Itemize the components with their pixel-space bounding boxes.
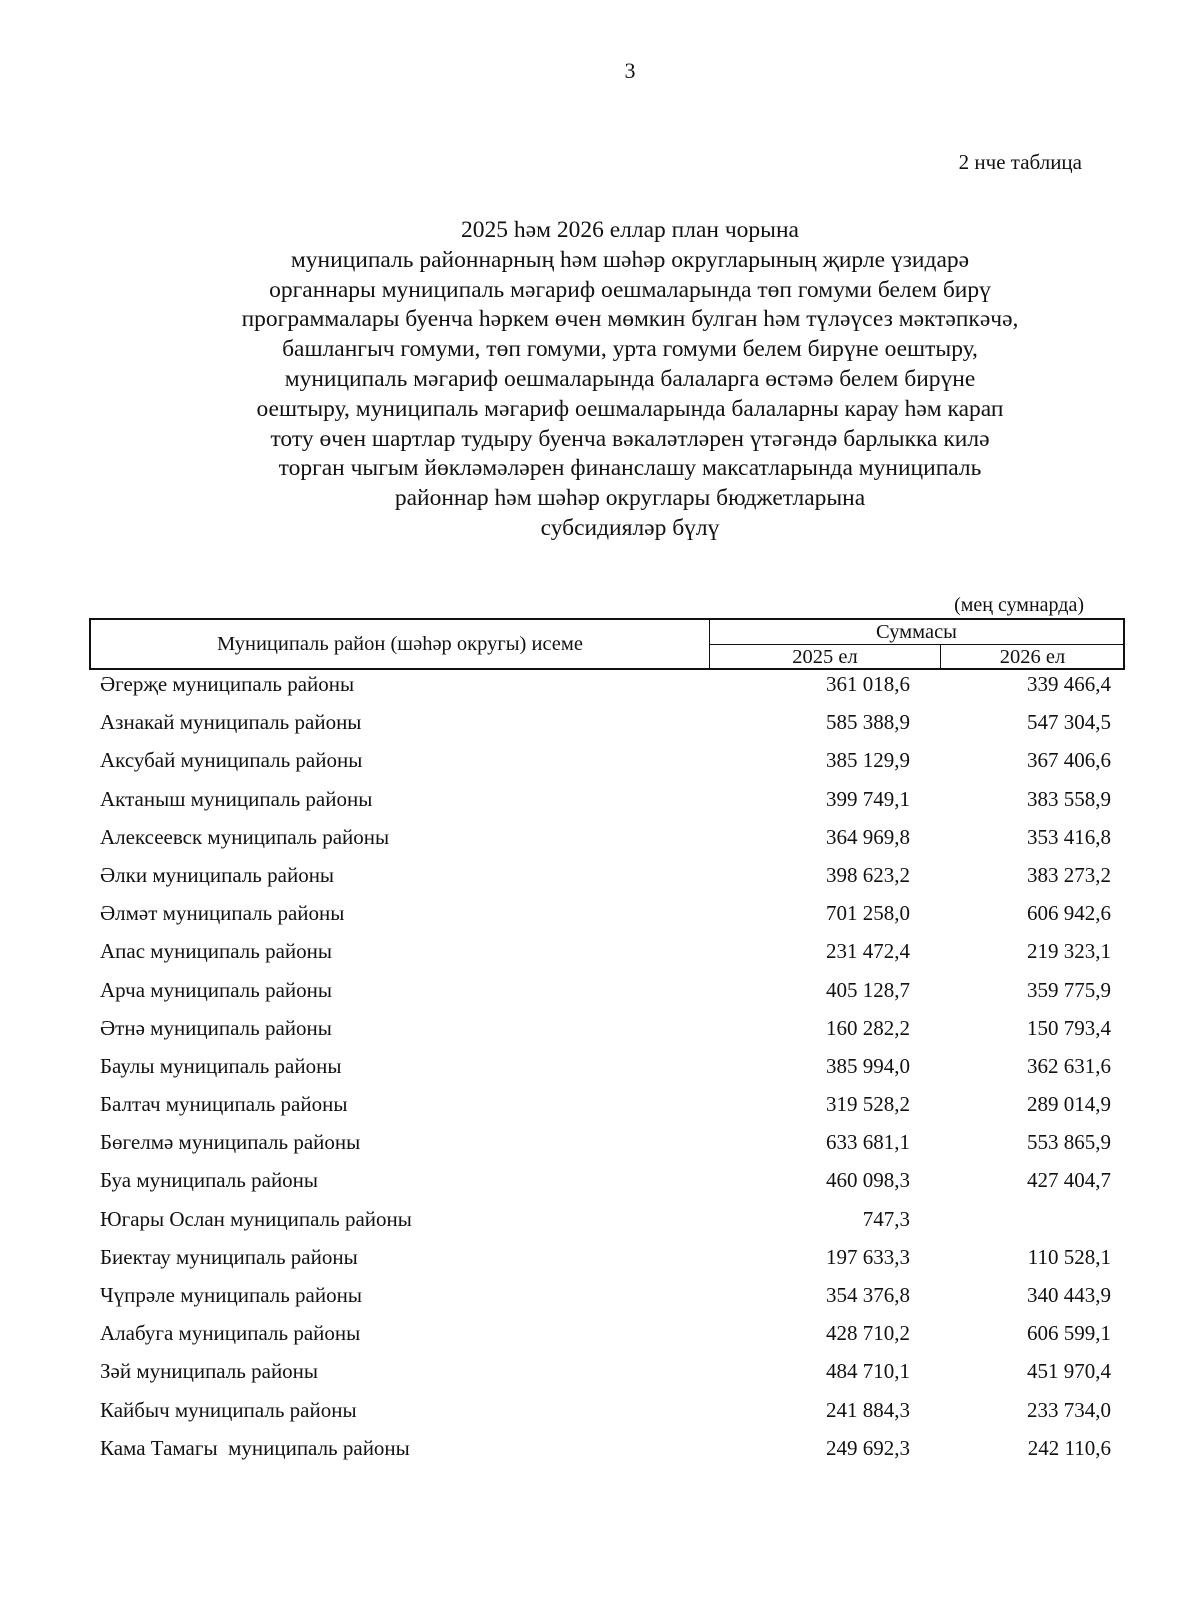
value-2025: 361 018,6: [826, 672, 910, 696]
table-row: [0, 937, 1200, 975]
value-2025: 585 388,9: [826, 710, 910, 735]
row-name: Балтач муниципаль районы: [100, 1092, 348, 1117]
row-name: Әлмәт муниципаль районы: [100, 901, 345, 926]
units-note: (мең сумнарда): [954, 594, 1084, 616]
table-row: [0, 746, 1200, 784]
table-row: [0, 1014, 1200, 1052]
value-2026: 547 304,5: [1027, 710, 1111, 735]
row-name: Азнакай муниципаль районы: [100, 710, 362, 735]
value-2026: 553 865,9: [1027, 1130, 1111, 1155]
value-2026: 289 014,9: [1027, 1092, 1111, 1117]
value-2026: 219 323,1: [1027, 939, 1111, 964]
value-2026: 110 528,1: [1027, 1244, 1111, 1269]
row-name: Актаныш муниципаль районы: [100, 786, 373, 811]
row-name: Аксубай муниципаль районы: [100, 748, 363, 773]
table-row: [0, 1166, 1200, 1204]
value-2026: 359 775,9: [1027, 977, 1111, 1002]
value-2025: 398 623,2: [826, 862, 910, 887]
header-name-column: Муниципаль район (шәһәр округы) исеме: [91, 620, 710, 668]
row-name: Бөгелмә муниципаль районы: [100, 1130, 361, 1155]
row-name: Әгерҗе муниципаль районы: [100, 672, 355, 696]
row-name: Кама Тамагы муниципаль районы: [100, 1435, 410, 1460]
table-row: [0, 1243, 1200, 1281]
row-name: Баулы муниципаль районы: [100, 1053, 342, 1078]
value-2026: 353 416,8: [1027, 824, 1111, 849]
value-2026: 606 599,1: [1027, 1321, 1111, 1346]
value-2025: 385 129,9: [826, 748, 910, 773]
table-row: [0, 1052, 1200, 1090]
header-year-2025: 2025 ел: [710, 645, 941, 668]
value-2025: 197 633,3: [826, 1244, 910, 1269]
value-2025: 460 098,3: [826, 1168, 910, 1193]
table-row: [0, 1434, 1200, 1472]
value-2026: 242 110,6: [1027, 1435, 1111, 1460]
title-line: тоту өчен шартлар тудыру буенча вәкаләтләрен үтәгәндә барлыкка килә: [270, 425, 990, 452]
title-line: торган чыгым йөкләмәләрен финанслашу максатларында муниципаль: [278, 455, 982, 482]
value-2025: 385 994,0: [826, 1053, 910, 1078]
value-2025: 484 710,1: [826, 1359, 910, 1384]
title-line: районнар һәм шәһәр округлары бюджетларына: [394, 485, 866, 512]
table-row: [0, 1357, 1200, 1395]
value-2025: 354 376,8: [826, 1283, 910, 1307]
row-name: Апас муниципаль районы: [100, 939, 332, 964]
table-row: [0, 785, 1200, 823]
table-row: [0, 976, 1200, 1014]
value-2025: 249 692,3: [826, 1435, 910, 1460]
row-name: Алабуга муниципаль районы: [100, 1321, 361, 1346]
table-row: [0, 1396, 1200, 1434]
page-number: 3: [624, 58, 636, 83]
table-row: [0, 823, 1200, 861]
table-header: [89, 618, 1125, 670]
row-name: Зәй муниципаль районы: [100, 1359, 319, 1384]
value-2025: 364 969,8: [826, 824, 910, 849]
row-name: Әлки муниципаль районы: [100, 862, 335, 887]
value-2025: 241 884,3: [826, 1397, 910, 1422]
table-row: [0, 1090, 1200, 1128]
value-2025: 428 710,2: [826, 1321, 910, 1346]
value-2026: 340 443,9: [1027, 1283, 1111, 1307]
title-line: муниципаль районнарның һәм шәһәр округларының җирле үзидарә: [290, 246, 970, 273]
row-name: Әтнә муниципаль районы: [100, 1015, 332, 1040]
value-2026: 339 466,4: [1027, 672, 1111, 696]
table-row: [0, 899, 1200, 937]
value-2025: 747,3: [862, 1206, 910, 1231]
row-name: Буа муниципаль районы: [100, 1168, 319, 1193]
title-line: субсидияләр бүлү: [540, 514, 720, 541]
table-row: [0, 1128, 1200, 1166]
header-year-2026: 2026 ел: [999, 646, 1066, 668]
title-line: органнары муниципаль мәгариф оешмаларында төп гомуми белем бирү: [269, 276, 991, 303]
value-2026: 233 734,0: [1027, 1397, 1111, 1422]
row-name: Биектау муниципаль районы: [100, 1244, 358, 1269]
value-2025: 633 681,1: [826, 1130, 910, 1155]
value-2025: 319 528,2: [826, 1092, 910, 1117]
value-2026: 150 793,4: [1027, 1015, 1111, 1040]
table-row: [0, 670, 1200, 708]
document-title: [130, 216, 1130, 544]
title-line: башлангыч гомуми, төп гомуми, урта гомуми белем бирүне оештыру,: [282, 336, 978, 363]
row-name: Югары Ослан муниципаль районы: [100, 1206, 412, 1231]
value-2025: 405 128,7: [826, 977, 910, 1002]
value-2026: 606 942,6: [1027, 901, 1111, 926]
table-row: [0, 708, 1200, 746]
header-sum-column: Суммасы: [710, 620, 1123, 645]
value-2026: 427 404,7: [1027, 1168, 1111, 1193]
table-body: [0, 670, 1200, 1472]
row-name: Арча муниципаль районы: [100, 977, 332, 1002]
title-line: муниципаль мәгариф оешмаларында балаларга өстәмә белем бирүне: [284, 365, 976, 392]
table-row: [0, 1205, 1200, 1243]
title-line: 2025 һәм 2026 еллар план чорына: [461, 217, 799, 243]
row-name: Кайбыч муниципаль районы: [100, 1397, 357, 1422]
table-row: [0, 861, 1200, 899]
value-2025: 701 258,0: [826, 901, 910, 926]
table-row: [0, 1319, 1200, 1357]
table-row: [0, 1281, 1200, 1319]
value-2026: 451 970,4: [1027, 1359, 1111, 1384]
table-label: 2 нче таблица: [958, 150, 1082, 174]
row-name: Алексеевск муниципаль районы: [100, 824, 390, 849]
value-2026: 367 406,6: [1027, 748, 1111, 773]
value-2025: 231 472,4: [826, 939, 910, 964]
row-name: Чүпрәле муниципаль районы: [100, 1283, 362, 1307]
value-2026: 383 273,2: [1027, 862, 1111, 887]
value-2026: 362 631,6: [1027, 1053, 1111, 1078]
value-2026: 383 558,9: [1027, 786, 1111, 811]
value-2025: 399 749,1: [826, 786, 910, 811]
title-line: оештыру, муниципаль мәгариф оешмаларында балаларны карау һәм карап: [256, 395, 1004, 422]
value-2025: 160 282,2: [826, 1015, 910, 1040]
title-line: программалары буенча һәркем өчен мөмкин булган һәм түләүсез мәктәпкәчә,: [241, 306, 1019, 333]
